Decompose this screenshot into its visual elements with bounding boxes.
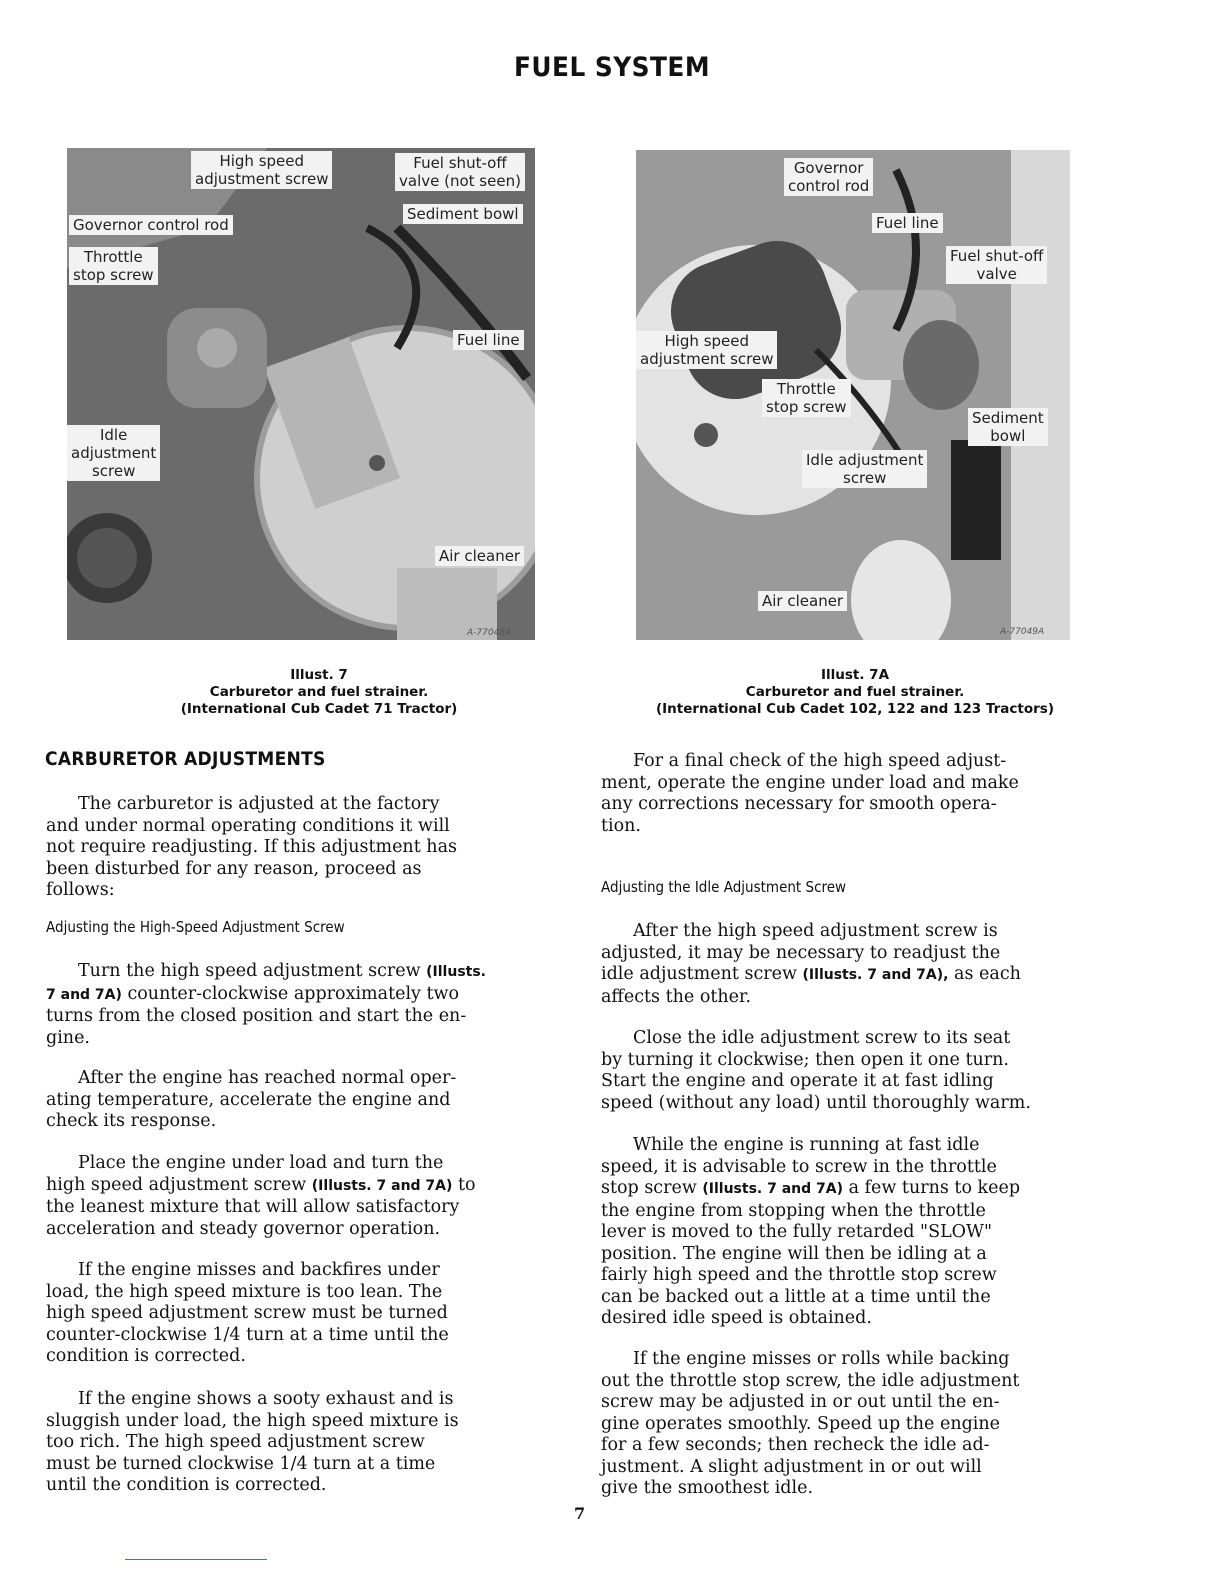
text-span: as each	[948, 964, 1021, 984]
label-throttle-stop-screw: Throttle stop screw	[69, 247, 158, 285]
label-sediment-bowl: Sediment bowl	[403, 204, 523, 224]
paragraph-fast-idle	[601, 1135, 1020, 1330]
paragraph-engine-misses	[601, 1349, 1019, 1500]
text-span: counter-clockwise approximately two	[121, 983, 460, 1004]
caption-line: Illust. 7A	[820, 667, 890, 683]
text-line: too rich. The high speed adjustment screw	[46, 1432, 425, 1452]
text-line	[601, 964, 1021, 987]
paragraph-too-rich	[46, 1389, 459, 1497]
text-line: After the high speed adjustment screw is	[633, 921, 998, 941]
footnote-rule	[125, 1559, 267, 1560]
illust-reference: (Illusts.	[426, 964, 486, 980]
illust-reference: (Illusts. 7 and 7A),	[802, 967, 949, 983]
text-line	[46, 961, 486, 984]
intro-paragraph	[46, 794, 457, 902]
text-line: the leanest mixture that will allow satisfactory	[46, 1197, 460, 1217]
text-line: ating temperature, accelerate the engine and	[46, 1089, 451, 1110]
carburetor-photo-cub-cadet-102-122-123	[636, 150, 1070, 640]
text-line: follows:	[46, 880, 115, 900]
text-line: load, the high speed mixture is too lean. The	[46, 1281, 443, 1302]
illust-reference: (Illusts. 7 and 7A)	[702, 1181, 843, 1197]
text-line: For a final check of the high speed adjust-	[633, 751, 1007, 771]
text-line: speed (without any load) until thoroughly warm.	[601, 1092, 1031, 1113]
text-line: screw may be adjusted in or out until the en-	[601, 1392, 1000, 1412]
figure-id: A-77049A	[1000, 627, 1045, 637]
paragraph-close-idle-screw	[601, 1028, 1031, 1114]
subheading-high-speed: Adjusting the High-Speed Adjustment Screw	[46, 918, 345, 936]
text-line: Start the engine and operate it at fast idling	[601, 1071, 994, 1091]
engine-drawing	[636, 150, 1070, 640]
label-fuel-line: Fuel line	[453, 330, 524, 350]
paragraph-too-lean	[46, 1260, 449, 1368]
label-air-cleaner: Air cleaner	[435, 546, 524, 566]
text-line: speed, it is advisable to screw in the throttle	[601, 1156, 997, 1177]
text-line: the engine from stopping when the throttle	[601, 1200, 986, 1221]
paragraph-normal-temperature	[46, 1068, 456, 1133]
caption-line: (International Cub Cadet 71 Tractor)	[180, 701, 458, 717]
text-line: not require readjusting. If this adjustment has	[46, 837, 457, 857]
figure-id: A-77048A	[467, 628, 512, 638]
text-line: Place the engine under load and turn the	[78, 1153, 444, 1173]
text-line: If the engine shows a sooty exhaust and is	[78, 1389, 454, 1409]
text-line: justment. A slight adjustment in or out will	[601, 1456, 982, 1477]
text-line: After the engine has reached normal oper-	[78, 1068, 457, 1088]
text-line: Close the idle adjustment screw to its seat	[633, 1028, 1011, 1048]
label-sediment-bowl: Sediment bowl	[968, 408, 1048, 446]
text-line: been disturbed for any reason, proceed as	[46, 858, 422, 879]
subheading-idle: Adjusting the Idle Adjustment Screw	[601, 878, 847, 896]
text-line: If the engine misses and backfires under	[78, 1260, 440, 1280]
text-line	[601, 1178, 1020, 1201]
text-line: fairly high speed and the throttle stop screw	[601, 1265, 997, 1285]
label-governor-control-rod: Governor control rod	[69, 215, 233, 235]
label-throttle-stop-screw: Throttle stop screw	[762, 379, 851, 417]
page-number: 7	[574, 1504, 586, 1523]
text-span: Turn the high speed adjustment screw	[78, 961, 427, 981]
text-line: lever is moved to the fully retarded "SLOW"	[601, 1222, 993, 1242]
text-line: The carburetor is adjusted at the factory	[78, 794, 440, 814]
text-span: a few turns to keep	[843, 1178, 1021, 1198]
paragraph-final-check	[601, 751, 1019, 837]
text-line: turns from the closed position and start the en-	[46, 1006, 467, 1026]
text-line: adjusted, it may be necessary to readjust the	[601, 942, 1001, 963]
paragraph-turn-screw	[46, 961, 486, 1049]
text-line	[46, 984, 486, 1007]
text-line: give the smoothest idle.	[601, 1478, 814, 1498]
caption-line: Illust. 7	[290, 667, 348, 683]
text-span: idle adjustment screw	[601, 964, 803, 984]
text-line: can be backed out a little at a time until the	[601, 1286, 991, 1307]
label-fuel-shutoff-valve: Fuel shut-off valve (not seen)	[395, 153, 525, 191]
text-line: If the engine misses or rolls while backing	[633, 1349, 1010, 1369]
paragraph-readjust-idle	[601, 921, 1021, 1008]
paragraph-under-load	[46, 1153, 476, 1240]
text-line: check its response.	[46, 1111, 217, 1131]
text-line: must be turned clockwise 1/4 turn at a time	[46, 1453, 436, 1474]
text-line: out the throttle stop screw, the idle adjustment	[601, 1370, 1020, 1391]
label-fuel-shutoff-valve: Fuel shut-off valve	[946, 246, 1047, 284]
text-line: for a few seconds; then recheck the idle ad-	[601, 1435, 990, 1455]
label-governor-control-rod: Governor control rod	[784, 158, 873, 196]
text-line: desired idle speed is obtained.	[601, 1308, 872, 1328]
text-span: high speed adjustment screw	[46, 1174, 312, 1195]
text-line: counter-clockwise 1/4 turn at a time until the	[46, 1324, 449, 1345]
page-title: FUEL SYSTEM	[513, 52, 711, 83]
text-line: gine operates smoothly. Speed up the engine	[601, 1413, 1001, 1434]
section-heading: CARBURETOR ADJUSTMENTS	[45, 748, 326, 770]
text-line: gine.	[46, 1027, 90, 1048]
text-line: position. The engine will then be idling at a	[601, 1243, 987, 1264]
label-fuel-line: Fuel line	[872, 213, 943, 233]
label-high-speed-adjustment-screw: High speed adjustment screw	[191, 151, 332, 189]
label-idle-adjustment-screw: Idle adjustment screw	[67, 425, 160, 481]
caption-illust-7a	[640, 667, 1070, 718]
text-line: any corrections necessary for smooth opera-	[601, 794, 997, 814]
illust-reference: (Illusts. 7 and 7A)	[311, 1177, 453, 1194]
text-line: acceleration and steady governor operation.	[46, 1218, 441, 1239]
text-line: high speed adjustment screw must be turned	[46, 1303, 448, 1323]
text-line: and under normal operating conditions it will	[46, 815, 450, 836]
text-line: condition is corrected.	[46, 1346, 246, 1366]
carburetor-photo-cub-cadet-71	[67, 148, 535, 640]
caption-line: Carburetor and fuel strainer.	[209, 684, 429, 700]
caption-illust-7	[140, 667, 498, 718]
text-span: to	[452, 1174, 476, 1195]
text-line: While the engine is running at fast idle	[633, 1135, 980, 1155]
label-air-cleaner: Air cleaner	[758, 591, 847, 611]
caption-line: Carburetor and fuel strainer.	[745, 684, 965, 700]
label-high-speed-adjustment-screw: High speed adjustment screw	[636, 331, 777, 369]
caption-line: (International Cub Cadet 102, 122 and 123 Tractors)	[655, 701, 1054, 717]
text-line	[46, 1175, 476, 1198]
text-line: by turning it clockwise; then open it one turn.	[601, 1049, 1009, 1070]
text-line: until the condition is corrected.	[46, 1475, 327, 1495]
text-line: sluggish under load, the high speed mixture is	[46, 1410, 459, 1431]
text-line: tion.	[601, 815, 641, 836]
illust-reference: 7 and 7A)	[46, 986, 122, 1003]
text-line: ment, operate the engine under load and make	[601, 772, 1019, 793]
text-line: affects the other.	[601, 986, 752, 1007]
label-idle-adjustment-screw: Idle adjustment screw	[802, 450, 927, 488]
text-span: stop screw	[601, 1178, 703, 1198]
